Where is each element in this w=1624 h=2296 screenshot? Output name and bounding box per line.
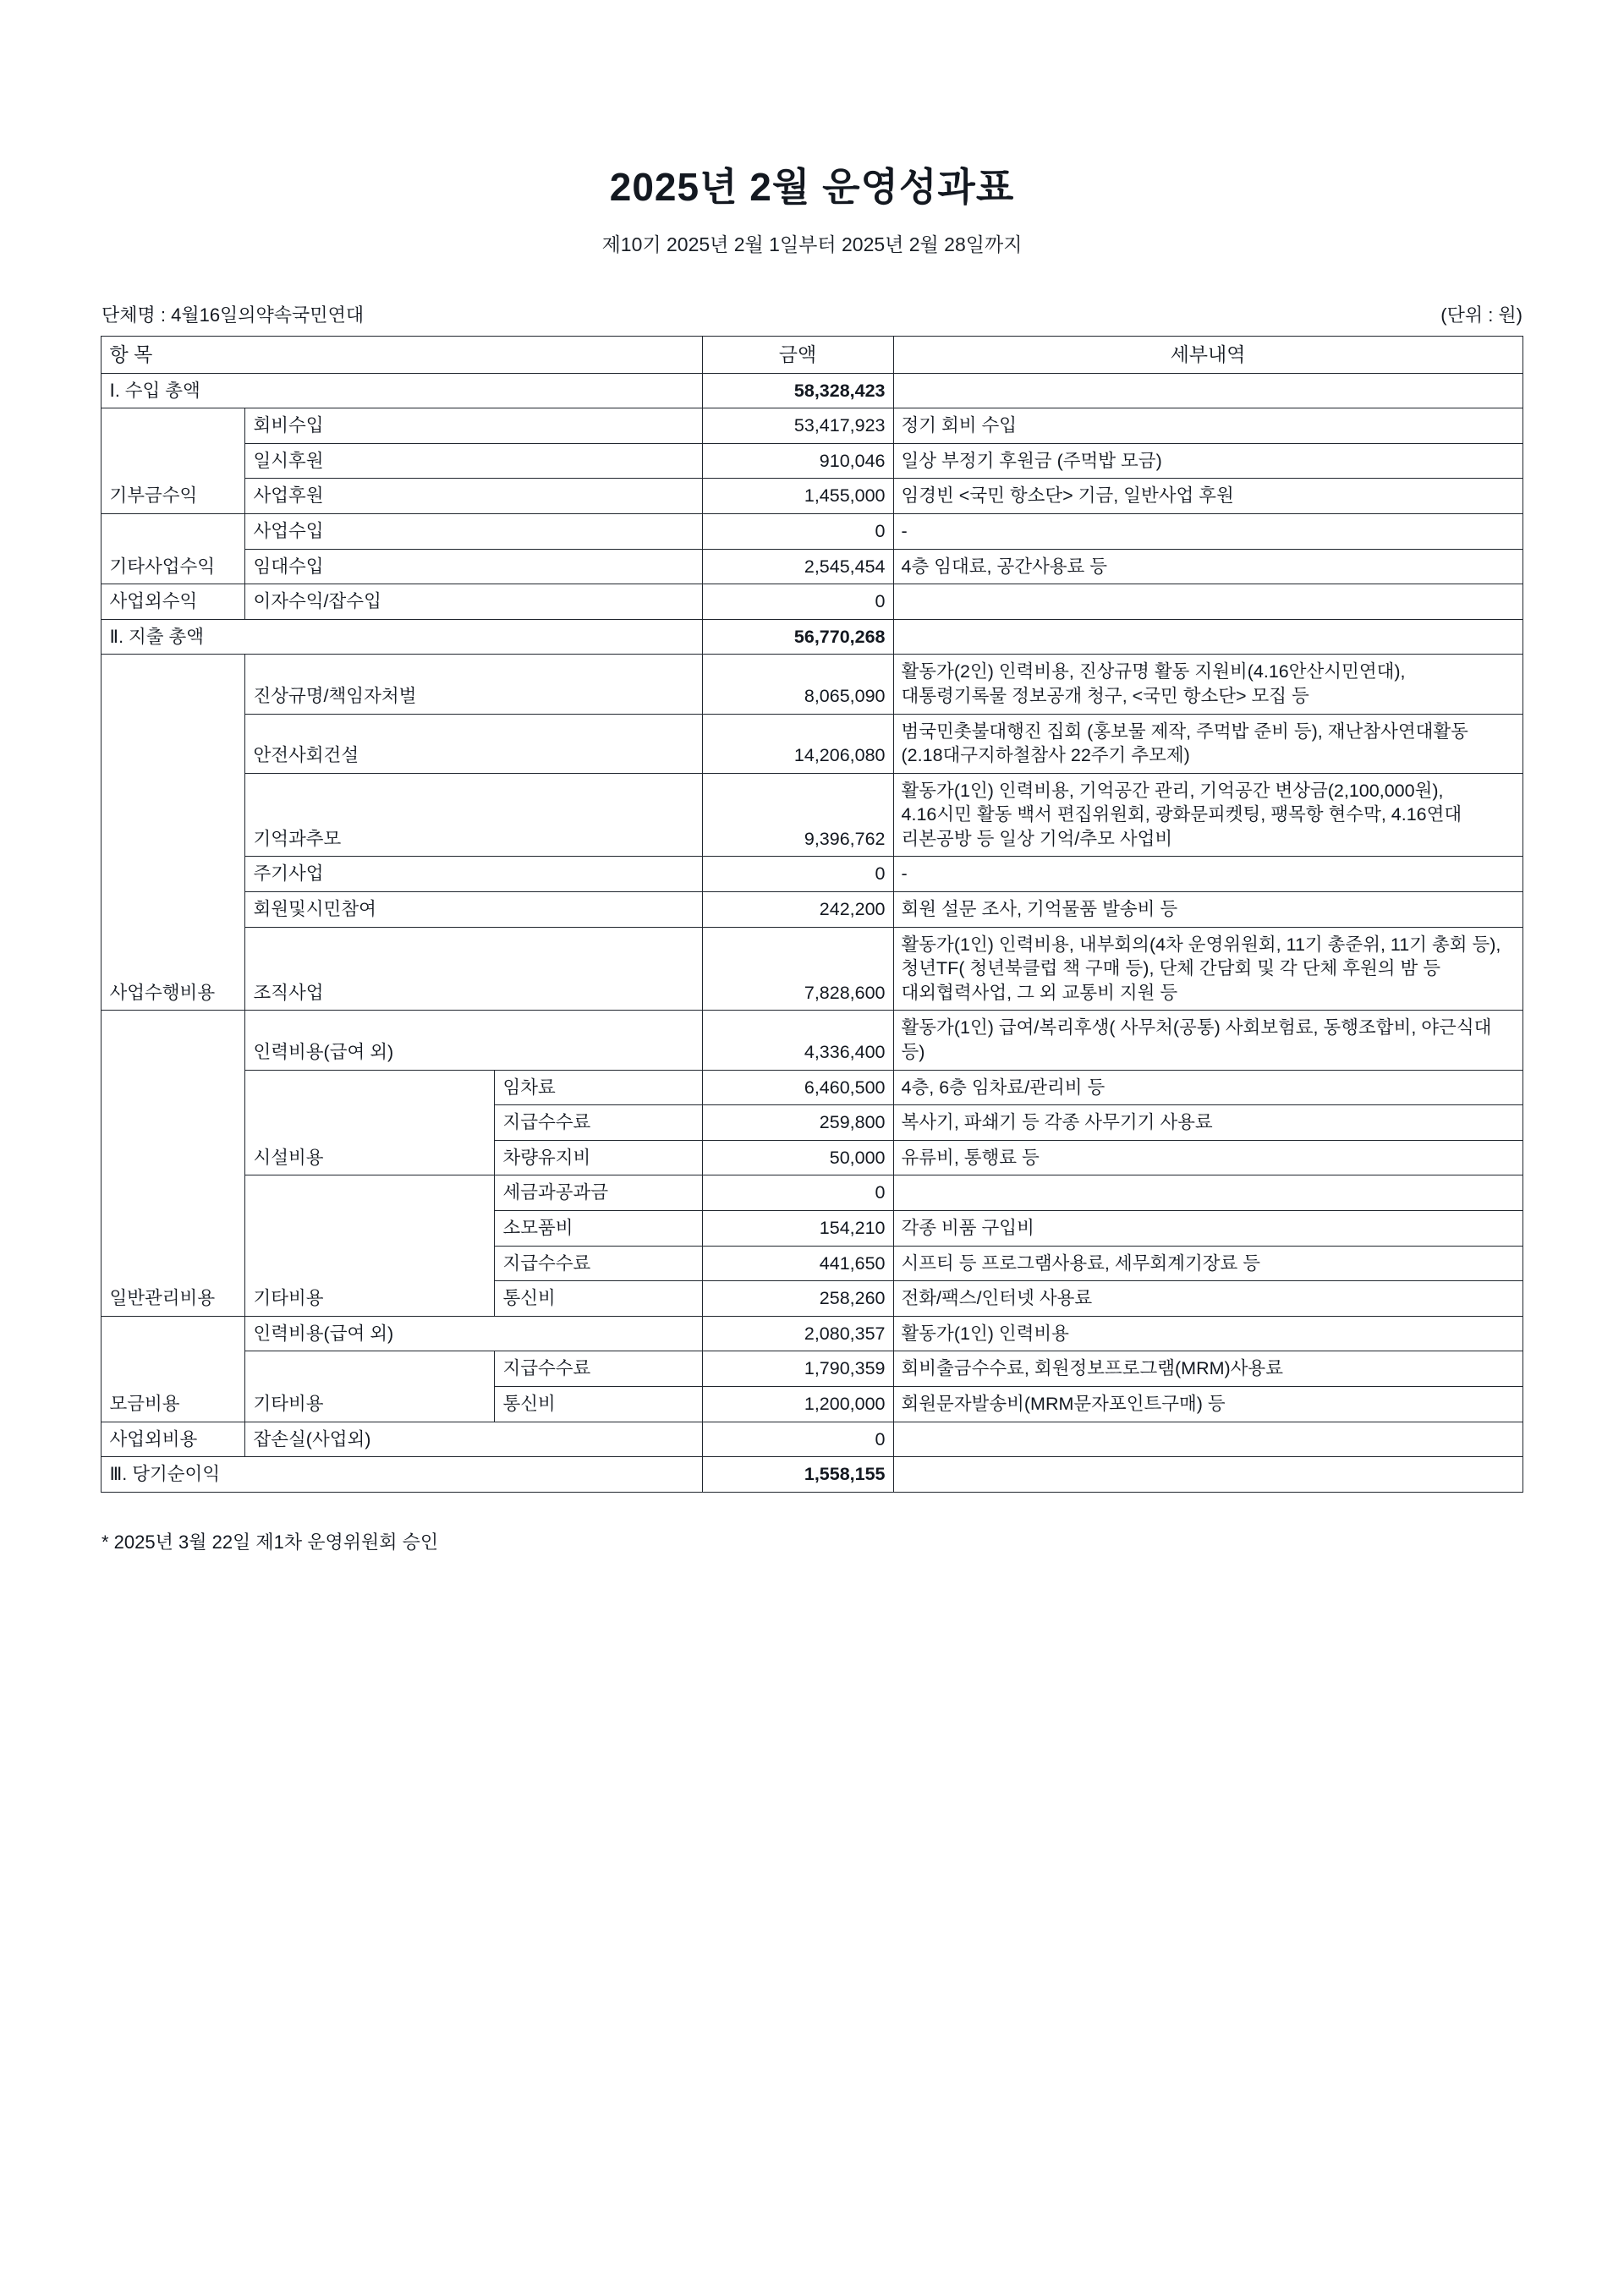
row-detail: - bbox=[893, 857, 1522, 892]
table-row bbox=[102, 408, 1522, 444]
row-amount: 258,260 bbox=[702, 1281, 893, 1317]
table-row bbox=[102, 1175, 1522, 1211]
table-row bbox=[102, 584, 1522, 620]
row-detail: 활동가(1인) 인력비용, 내부회의(4차 운영위원회, 11기 총준위, 11기 총회 등), 청년TF( 청년북클럽 책 구매 등), 단체 간담회 및 각 단체 후원의 밤 등 대외협력사업, 그 외 교통비 지원 등 bbox=[893, 927, 1522, 1011]
table-row bbox=[102, 443, 1522, 479]
row-detail: 4층 임대료, 공간사용료 등 bbox=[893, 549, 1522, 584]
header-amount: 금액 bbox=[702, 337, 893, 374]
row-amount: 0 bbox=[702, 857, 893, 892]
row-detail: 일상 부정기 후원금 (주먹밥 모금) bbox=[893, 443, 1522, 479]
row-amount: 154,210 bbox=[702, 1211, 893, 1247]
row-label: 회원및시민참여 bbox=[245, 892, 702, 928]
row-detail bbox=[893, 1422, 1522, 1457]
row-amount: 0 bbox=[702, 513, 893, 549]
row-label: 인력비용(급여 외) bbox=[245, 1011, 702, 1070]
expense-total-detail bbox=[893, 619, 1522, 655]
row-amount: 1,790,359 bbox=[702, 1351, 893, 1387]
row-label: 진상규명/책임자처벌 bbox=[245, 655, 702, 714]
row-label: 통신비 bbox=[495, 1281, 702, 1317]
row-detail: 정기 회비 수입 bbox=[893, 408, 1522, 444]
row-amount: 14,206,080 bbox=[702, 714, 893, 773]
expense-group-label: 사업수행비용 bbox=[102, 655, 245, 1011]
row-amount: 441,650 bbox=[702, 1246, 893, 1281]
row-label: 조직사업 bbox=[245, 927, 702, 1011]
income-total-detail bbox=[893, 373, 1522, 408]
organization-name: 단체명 : 4월16일의약속국민연대 bbox=[102, 304, 365, 326]
income-total-label: Ⅰ. 수입 총액 bbox=[102, 373, 702, 408]
row-amount: 6,460,500 bbox=[702, 1070, 893, 1105]
approval-footnote: * 2025년 3월 22일 제1차 운영위원회 승인 bbox=[102, 1531, 439, 1553]
row-detail: 활동가(1인) 인력비용, 기억공간 관리, 기억공간 변상금(2,100,000원), 4.16시민 활동 백서 편집위원회, 광화문피켓팅, 팽목항 현수막, 4.16연대 리본공방 등 일상 기억/추모 사업비 bbox=[893, 773, 1522, 857]
row-detail: - bbox=[893, 513, 1522, 549]
row-label: 잡손실(사업외) bbox=[245, 1422, 702, 1457]
net-income-detail bbox=[893, 1457, 1522, 1493]
header-detail: 세부내역 bbox=[893, 337, 1522, 374]
row-detail: 시프티 등 프로그램사용료, 세무회계기장료 등 bbox=[893, 1246, 1522, 1281]
table-header-row bbox=[102, 337, 1522, 374]
expense-group-label: 사업외비용 bbox=[102, 1422, 245, 1457]
table-row bbox=[102, 1011, 1522, 1070]
table-row bbox=[102, 1422, 1522, 1457]
expense-subgroup-label: 기타비용 bbox=[245, 1175, 495, 1316]
table-row bbox=[102, 857, 1522, 892]
row-label: 사업후원 bbox=[245, 479, 702, 514]
expense-subgroup-label: 기타비용 bbox=[245, 1351, 495, 1422]
currency-unit-note: (단위 : 원) bbox=[1440, 304, 1522, 326]
page-title: 2025년 2월 운영성과표 bbox=[609, 165, 1015, 209]
income-group-label: 기타사업수익 bbox=[102, 513, 245, 584]
row-amount: 8,065,090 bbox=[702, 655, 893, 714]
income-total-amount: 58,328,423 bbox=[702, 373, 893, 408]
row-detail: 회원 설문 조사, 기억물품 발송비 등 bbox=[893, 892, 1522, 928]
row-detail: 회원문자발송비(MRM문자포인트구매) 등 bbox=[893, 1386, 1522, 1422]
table-row bbox=[102, 1351, 1522, 1387]
table-row bbox=[102, 513, 1522, 549]
row-amount: 2,080,357 bbox=[702, 1316, 893, 1351]
row-label: 임대수입 bbox=[245, 549, 702, 584]
row-detail: 활동가(1인) 인력비용 bbox=[893, 1316, 1522, 1351]
row-label: 통신비 bbox=[495, 1386, 702, 1422]
row-detail: 임경빈 <국민 항소단> 기금, 일반사업 후원 bbox=[893, 479, 1522, 514]
table-row bbox=[102, 927, 1522, 1011]
table-row bbox=[102, 1070, 1522, 1105]
row-amount: 50,000 bbox=[702, 1140, 893, 1175]
row-detail: 회비출금수수료, 회원정보프로그램(MRM)사용료 bbox=[893, 1351, 1522, 1387]
section-row-net-income bbox=[102, 1457, 1522, 1493]
table-row bbox=[102, 773, 1522, 857]
row-detail: 범국민촛불대행진 집회 (홍보물 제작, 주먹밥 준비 등), 재난참사연대활동(2.18대구지하철참사 22주기 추모제) bbox=[893, 714, 1522, 773]
row-amount: 0 bbox=[702, 1422, 893, 1457]
income-group-label: 사업외수익 bbox=[102, 584, 245, 620]
row-label: 차량유지비 bbox=[495, 1140, 702, 1175]
row-detail bbox=[893, 584, 1522, 620]
table-row bbox=[102, 892, 1522, 928]
row-detail: 전화/팩스/인터넷 사용료 bbox=[893, 1281, 1522, 1317]
row-label: 임차료 bbox=[495, 1070, 702, 1105]
section-row-income-total bbox=[102, 373, 1522, 408]
row-detail: 활동가(1인) 급여/복리후생( 사무처(공통) 사회보험료, 동행조합비, 야근식대 등) bbox=[893, 1011, 1522, 1070]
row-label: 기억과추모 bbox=[245, 773, 702, 857]
row-amount: 910,046 bbox=[702, 443, 893, 479]
row-detail: 유류비, 통행료 등 bbox=[893, 1140, 1522, 1175]
row-amount: 9,396,762 bbox=[702, 773, 893, 857]
row-label: 소모품비 bbox=[495, 1211, 702, 1247]
row-label: 지급수수료 bbox=[495, 1105, 702, 1141]
row-amount: 7,828,600 bbox=[702, 927, 893, 1011]
row-detail: 각종 비품 구입비 bbox=[893, 1211, 1522, 1247]
row-label: 안전사회건설 bbox=[245, 714, 702, 773]
row-amount: 0 bbox=[702, 584, 893, 620]
row-label: 회비수입 bbox=[245, 408, 702, 444]
table-row bbox=[102, 549, 1522, 584]
expense-group-label: 일반관리비용 bbox=[102, 1011, 245, 1316]
expense-total-amount: 56,770,268 bbox=[702, 619, 893, 655]
row-detail: 활동가(2인) 인력비용, 진상규명 활동 지원비(4.16안산시민연대), 대통령기록물 정보공개 청구, <국민 항소단> 모집 등 bbox=[893, 655, 1522, 714]
row-amount: 242,200 bbox=[702, 892, 893, 928]
row-amount: 1,455,000 bbox=[702, 479, 893, 514]
row-label: 인력비용(급여 외) bbox=[245, 1316, 702, 1351]
expense-subgroup-label: 시설비용 bbox=[245, 1070, 495, 1175]
row-label: 지급수수료 bbox=[495, 1246, 702, 1281]
section-row-expense-total bbox=[102, 619, 1522, 655]
row-label: 주기사업 bbox=[245, 857, 702, 892]
meta-row bbox=[102, 257, 1522, 336]
row-amount: 0 bbox=[702, 1175, 893, 1211]
row-detail: 복사기, 파쇄기 등 각종 사무기기 사용료 bbox=[893, 1105, 1522, 1141]
row-amount: 1,200,000 bbox=[702, 1386, 893, 1422]
row-amount: 2,545,454 bbox=[702, 549, 893, 584]
row-detail: 4층, 6층 임차료/관리비 등 bbox=[893, 1070, 1522, 1105]
row-amount: 259,800 bbox=[702, 1105, 893, 1141]
page-subtitle: 제10기 2025년 2월 1일부터 2025년 2월 28일까지 bbox=[601, 233, 1023, 255]
row-label: 지급수수료 bbox=[495, 1351, 702, 1387]
operating-statement-table bbox=[101, 336, 1522, 1493]
row-label: 이자수익/잡수입 bbox=[245, 584, 702, 620]
row-amount: 4,336,400 bbox=[702, 1011, 893, 1070]
expense-total-label: Ⅱ. 지출 총액 bbox=[102, 619, 702, 655]
row-label: 일시후원 bbox=[245, 443, 702, 479]
net-income-label: Ⅲ. 당기순이익 bbox=[102, 1457, 702, 1493]
net-income-amount: 1,558,155 bbox=[702, 1457, 893, 1493]
table-row bbox=[102, 714, 1522, 773]
header-item: 항 목 bbox=[102, 337, 702, 374]
row-label: 사업수입 bbox=[245, 513, 702, 549]
income-group-label: 기부금수익 bbox=[102, 408, 245, 514]
table-row bbox=[102, 655, 1522, 714]
row-label: 세금과공과금 bbox=[495, 1175, 702, 1211]
expense-group-label: 모금비용 bbox=[102, 1316, 245, 1422]
table-row bbox=[102, 479, 1522, 514]
row-detail bbox=[893, 1175, 1522, 1211]
row-amount: 53,417,923 bbox=[702, 408, 893, 444]
table-row bbox=[102, 1316, 1522, 1351]
